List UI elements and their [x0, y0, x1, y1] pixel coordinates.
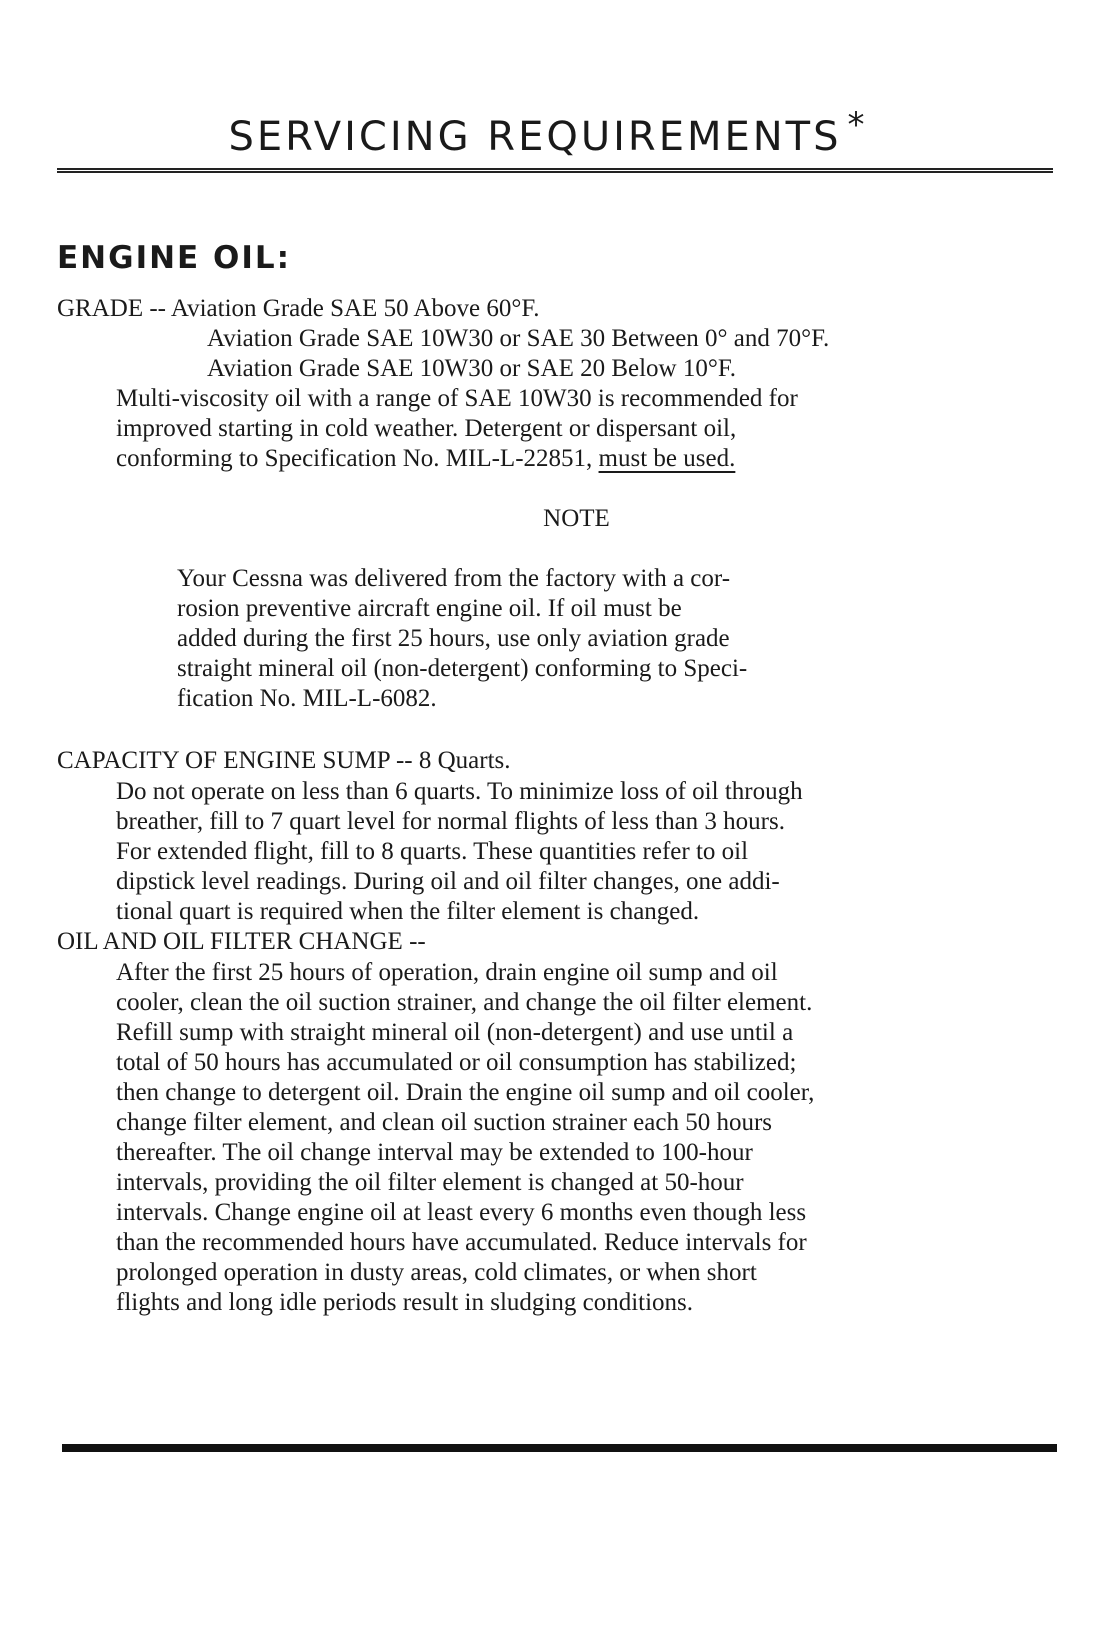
- capacity-line: tional quart is required when the filter element is changed.: [116, 898, 700, 925]
- grade-spec-text: conforming to Specification No. MIL-L-22851,: [116, 445, 593, 472]
- grade-line: [116, 444, 735, 474]
- oil-change-line: total of 50 hours has accumulated or oil consumption has stabilized;: [116, 1049, 797, 1076]
- oil-change-line: intervals, providing the oil filter element is changed at 50-hour: [116, 1169, 744, 1196]
- oil-change-line: Refill sump with straight mineral oil (non-detergent) and use until a: [116, 1019, 794, 1046]
- note-line: straight mineral oil (non-detergent) conforming to Speci-: [177, 655, 748, 682]
- title-double-rule: [57, 168, 1053, 173]
- grade-line: Aviation Grade SAE 10W30 or SAE 20 Below 10°F.: [207, 355, 737, 382]
- page-title: [0, 105, 1096, 160]
- oil-change-line: change filter element, and clean oil suction strainer each 50 hours: [116, 1109, 772, 1136]
- oil-change-line: than the recommended hours have accumulated. Reduce intervals for: [116, 1229, 807, 1256]
- capacity-heading: CAPACITY OF ENGINE SUMP -- 8 Quarts.: [57, 747, 511, 774]
- grade-line: Aviation Grade SAE 10W30 or SAE 30 Between 0° and 70°F.: [207, 325, 830, 352]
- capacity-line: For extended flight, fill to 8 quarts. These quantities refer to oil: [116, 838, 749, 865]
- oil-change-line: thereafter. The oil change interval may be extended to 100-hour: [116, 1139, 753, 1166]
- engine-oil-heading: ENGINE OIL:: [57, 240, 292, 276]
- oil-change-line: After the first 25 hours of operation, drain engine oil sump and oil: [116, 959, 778, 986]
- must-be-used-emphasis: must be used.: [598, 445, 736, 472]
- grade-line: GRADE -- Aviation Grade SAE 50 Above 60°F.: [57, 295, 540, 322]
- note-line: fication No. MIL-L-6082.: [177, 685, 437, 712]
- note-line: rosion preventive aircraft engine oil. If oil must be: [177, 595, 682, 622]
- grade-line: improved starting in cold weather. Detergent or dispersant oil,: [116, 415, 737, 442]
- grade-line: Multi-viscosity oil with a range of SAE 10W30 is recommended for: [116, 385, 798, 412]
- oil-change-line: cooler, clean the oil suction strainer, and change the oil filter element.: [116, 989, 813, 1016]
- asterisk-mark: *: [847, 105, 868, 145]
- oil-change-line: flights and long idle periods result in sludging conditions.: [116, 1289, 694, 1316]
- oil-change-heading: OIL AND OIL FILTER CHANGE --: [57, 928, 426, 955]
- oil-change-line: then change to detergent oil. Drain the engine oil sump and oil cooler,: [116, 1079, 815, 1106]
- capacity-line: breather, fill to 7 quart level for normal flights of less than 3 hours.: [116, 808, 785, 835]
- oil-change-line: prolonged operation in dusty areas, cold climates, or when short: [116, 1259, 757, 1286]
- note-line: Your Cessna was delivered from the factory with a cor-: [177, 565, 731, 592]
- oil-change-line: intervals. Change engine oil at least every 6 months even though less: [116, 1199, 807, 1226]
- bottom-rule: [62, 1444, 1057, 1452]
- page-title-text: SERVICING REQUIREMENTS: [228, 114, 842, 160]
- capacity-line: Do not operate on less than 6 quarts. To minimize loss of oil through: [116, 778, 803, 805]
- note-label: NOTE: [543, 505, 610, 532]
- capacity-line: dipstick level readings. During oil and oil filter changes, one addi-: [116, 868, 780, 895]
- note-line: added during the first 25 hours, use only aviation grade: [177, 625, 730, 652]
